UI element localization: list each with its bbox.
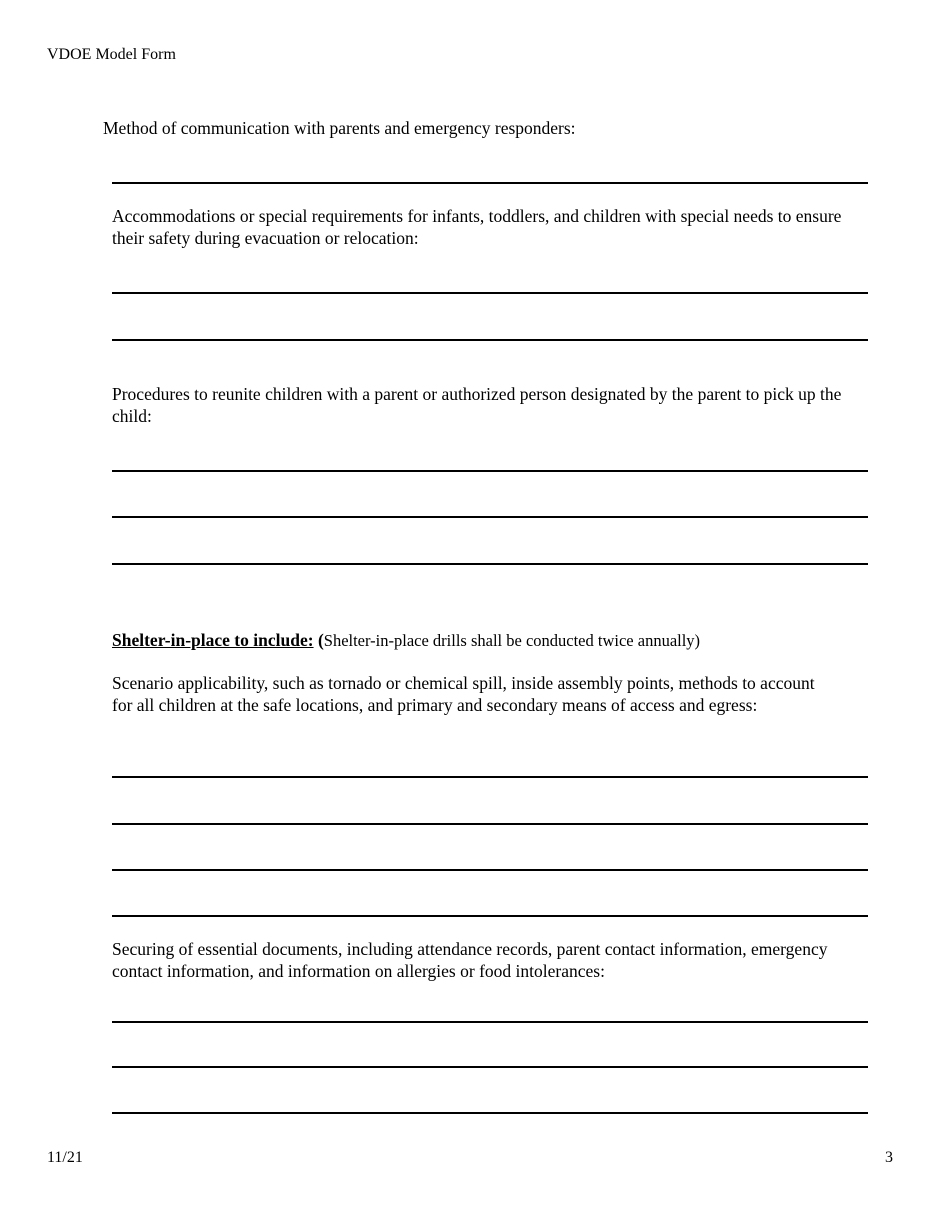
- communication-answer-line-1[interactable]: [112, 182, 868, 184]
- accommodations-answer-line-1[interactable]: [112, 292, 868, 294]
- documents-answer-line-2[interactable]: [112, 1066, 868, 1068]
- reunite-answer-line-2[interactable]: [112, 516, 868, 518]
- documents-answer-line-3[interactable]: [112, 1112, 868, 1114]
- reunite-prompt: Procedures to reunite children with a parent or authorized person designated by the parent to pick up the child:: [112, 384, 842, 426]
- reunite-answer-line-1[interactable]: [112, 470, 868, 472]
- scenario-answer-line-2[interactable]: [112, 823, 868, 825]
- form-title: VDOE Model Form: [47, 46, 176, 63]
- accommodations-prompt: Accommodations or special requirements for infants, toddlers, and children with special needs to ensure their safety during evacuation or relocation:: [112, 206, 842, 248]
- documents-prompt: Securing of essential documents, including attendance records, parent contact information, emergency contact information, and information on allergies or food intolerances:: [112, 939, 828, 981]
- shelter-paren-open: (: [317, 630, 324, 650]
- documents-answer-line-1[interactable]: [112, 1021, 868, 1023]
- scenario-prompt: Scenario applicability, such as tornado or chemical spill, inside assembly points, methods to account for all children at the safe locations, and primary and secondary means of access and egress:: [112, 673, 815, 715]
- scenario-answer-line-4[interactable]: [112, 915, 868, 917]
- shelter-heading: Shelter-in-place to include:: [112, 630, 314, 650]
- accommodations-answer-line-2[interactable]: [112, 339, 868, 341]
- scenario-answer-line-1[interactable]: [112, 776, 868, 778]
- scenario-answer-line-3[interactable]: [112, 869, 868, 871]
- shelter-note: Shelter-in-place drills shall be conducted twice annually): [323, 631, 701, 650]
- reunite-answer-line-3[interactable]: [112, 563, 868, 565]
- page-number: 3: [885, 1149, 893, 1166]
- communication-prompt: Method of communication with parents and emergency responders:: [103, 118, 576, 138]
- footer-date: 11/21: [47, 1149, 83, 1166]
- shelter-heading-line: [112, 630, 912, 652]
